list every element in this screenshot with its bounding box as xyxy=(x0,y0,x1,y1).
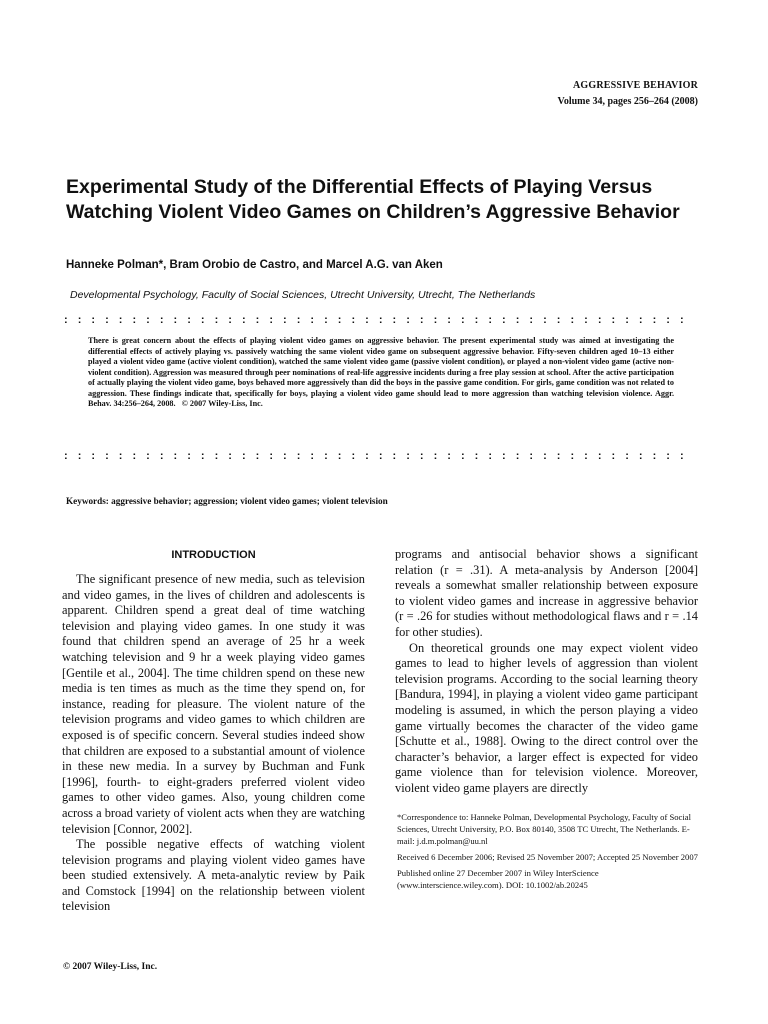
divider-dot: : xyxy=(597,450,602,462)
divider-dot: : xyxy=(337,314,342,326)
divider-dot: : xyxy=(556,450,561,462)
divider-dot: : xyxy=(679,314,684,326)
divider-dot: : xyxy=(173,450,178,462)
abstract-bottom-divider xyxy=(64,450,684,462)
divider-dot: : xyxy=(91,450,96,462)
abstract-top-divider xyxy=(64,314,684,326)
divider-dot: : xyxy=(173,314,178,326)
divider-dot: : xyxy=(187,314,191,326)
divider-dot: : xyxy=(666,314,670,326)
divider-dot: : xyxy=(228,450,232,462)
divider-dot: : xyxy=(228,314,232,326)
divider-dot: : xyxy=(515,450,520,462)
divider-dot: : xyxy=(64,314,68,326)
body-paragraph: The significant presence of new media, such as television and video games, in the lives of children and adolescents is apparent. Children spend a great deal of time watching television and playing video games. In one study it was found that children spend an average of 25 hr a week watching television and 9 hr a week playing video games [Gentile et al., 2004]. The time children spend on these new media is ten times as much as the time they spend on, for instance, reading for pleasure. The violent nature of the television programs and video games to which children are exposed is of specific concern. Several studies indeed show that children are exposed to a substantial amount of violence in these new media. In a survey by Buchman and Funk [1996], fourth- to eight-graders preferred violent video games to other video games. Also, young children come across a broad variety of violent acts when they are watching television [Connor, 2002]. xyxy=(62,572,365,836)
divider-dot: : xyxy=(378,450,383,462)
divider-dot: : xyxy=(556,314,561,326)
divider-dot: : xyxy=(406,450,410,462)
divider-dot: : xyxy=(200,314,205,326)
abstract-text: There is great concern about the effects of playing violent video games on aggressive behavior. The present experimental study was aimed at investigating the differential effects of actively playing vs. passively watching the same violent video game on subsequent aggressive behavior. Fifty-seven children aged 10–13 either played a violent video game (active violent condition), watched the same violent video game (passive violent condition), or played a non-violent video game (active non-violent condition). Aggression was measured through peer nominations of real-life aggressive incidents during a free play session at school. After the active participation of actually playing the violent video game, boys behaved more aggressively than did the boys in the passive game condition. For girls, game condition was not related to aggression. These findings indicate that, specifically for boys, playing a violent video game should lead to more aggression than watching television violence. Aggr. Behav. 34:256–264, 2008. xyxy=(88,336,674,408)
divider-dot: : xyxy=(214,450,219,462)
divider-dot: : xyxy=(584,314,588,326)
divider-dot: : xyxy=(214,314,219,326)
volume-pages: Volume 34, pages 256–264 (2008) xyxy=(557,96,698,107)
divider-dot: : xyxy=(611,450,616,462)
divider-dot: : xyxy=(146,450,150,462)
divider-dot: : xyxy=(269,314,273,326)
divider-dot: : xyxy=(638,314,643,326)
divider-dot: : xyxy=(529,450,534,462)
divider-dot: : xyxy=(378,314,383,326)
divider-dot: : xyxy=(625,314,629,326)
divider-dot: : xyxy=(310,314,315,326)
divider-dot: : xyxy=(447,314,451,326)
divider-dot: : xyxy=(105,450,109,462)
divider-dot: : xyxy=(200,450,205,462)
divider-dot: : xyxy=(406,314,410,326)
body-paragraph: programs and antisocial behavior shows a significant relation (r = .31). A meta-analysis by Anderson [2004] reveals a somewhat smaller relationship between exposure to violent video games and increase in aggressive behavior (r = .26 for studies without methodological flaws and r = .14 for other studies). xyxy=(395,547,698,639)
body-paragraph: On theoretical grounds one may expect violent video games to lead to higher levels of aggression than violent television programs. According to the social learning theory [Bandura, 1994], in playing a violent video game participant modeling is assumed, in which the person playing a video game virtually becomes the character of the video game [Schutte et al., 1988]. Owing to the direct control over the character’s behavior, a larger effect is expected for video game violence than for television violence. Moreover, violent video game players are directly xyxy=(395,640,698,795)
divider-dot: : xyxy=(132,450,137,462)
divider-dot: : xyxy=(652,450,657,462)
divider-dot: : xyxy=(324,450,328,462)
divider-dot: : xyxy=(64,450,68,462)
footnotes xyxy=(397,811,700,895)
publication-info: Published online 27 December 2007 in Wiley InterScience (www.interscience.wiley.com). DOI: 10.1002/ab.20245 xyxy=(397,868,599,890)
section-heading-introduction: INTRODUCTION xyxy=(171,549,256,561)
divider-dot: : xyxy=(419,450,424,462)
divider-dot: : xyxy=(365,314,369,326)
divider-dot: : xyxy=(351,314,356,326)
divider-dot: : xyxy=(105,314,109,326)
divider-dot: : xyxy=(118,450,123,462)
divider-dot: : xyxy=(652,314,657,326)
divider-dot: : xyxy=(625,450,629,462)
divider-dot: : xyxy=(132,314,137,326)
divider-dot: : xyxy=(419,314,424,326)
divider-dot: : xyxy=(241,314,246,326)
divider-dot: : xyxy=(392,314,397,326)
divider-dot: : xyxy=(502,314,506,326)
divider-dot: : xyxy=(159,450,164,462)
correspondence-note: *Correspondence to: Hanneke Polman, Developmental Psychology, Faculty of Social Sciences, Utrecht University, P.O. Box 80140, 3508 TC Utrecht, The Netherlands. E-mail: j.d.m.polman@uu.nl xyxy=(397,812,691,846)
divider-dot: : xyxy=(666,450,670,462)
divider-dot: : xyxy=(146,314,150,326)
article-title: Experimental Study of the Differential Effects of Playing Versus Watching Violent Video Games on Children’s Aggressive Behavior xyxy=(66,176,680,223)
divider-dot: : xyxy=(584,450,588,462)
body-paragraph: The possible negative effects of watching violent television programs and playing violent video games have been studied extensively. A meta-analytic review by Paik and Comstock [1994] on the relationship between violent television xyxy=(62,837,365,914)
divider-dot: : xyxy=(159,314,164,326)
divider-dot: : xyxy=(488,450,492,462)
abstract-copyright: © 2007 Wiley-Liss, Inc. xyxy=(181,399,263,408)
divider-dot: : xyxy=(296,314,301,326)
divider-dot: : xyxy=(597,314,602,326)
divider-dot: : xyxy=(187,450,191,462)
divider-dot: : xyxy=(310,450,315,462)
divider-dot: : xyxy=(337,450,342,462)
divider-dot: : xyxy=(460,450,465,462)
divider-dot: : xyxy=(488,314,492,326)
divider-dot: : xyxy=(392,450,397,462)
author-list: Hanneke Polman*, Bram Orobio de Castro, and Marcel A.G. van Aken xyxy=(66,259,443,271)
divider-dot: : xyxy=(91,314,96,326)
divider-dot: : xyxy=(638,450,643,462)
right-column xyxy=(395,547,698,797)
divider-dot: : xyxy=(283,450,287,462)
divider-dot: : xyxy=(255,314,260,326)
divider-dot: : xyxy=(460,314,465,326)
divider-dot: : xyxy=(296,450,301,462)
divider-dot: : xyxy=(515,314,520,326)
divider-dot: : xyxy=(269,450,273,462)
page-copyright: © 2007 Wiley-Liss, Inc. xyxy=(63,962,158,972)
left-column xyxy=(62,547,365,915)
keywords: Keywords: aggressive behavior; aggression; violent video games; violent television xyxy=(66,496,388,506)
received-dates: Received 6 December 2006; Revised 25 November 2007; Accepted 25 November 2007 xyxy=(397,852,698,862)
divider-dot: : xyxy=(474,314,479,326)
divider-dot: : xyxy=(529,314,534,326)
divider-dot: : xyxy=(679,450,684,462)
divider-dot: : xyxy=(365,450,369,462)
divider-dot: : xyxy=(611,314,616,326)
divider-dot: : xyxy=(283,314,287,326)
divider-dot: : xyxy=(77,314,82,326)
divider-dot: : xyxy=(447,450,451,462)
divider-dot: : xyxy=(502,450,506,462)
divider-dot: : xyxy=(433,314,438,326)
divider-dot: : xyxy=(255,450,260,462)
divider-dot: : xyxy=(77,450,82,462)
affiliation: Developmental Psychology, Faculty of Social Sciences, Utrecht University, Utrecht, The Netherlands xyxy=(70,289,536,301)
divider-dot: : xyxy=(543,314,547,326)
abstract xyxy=(88,336,674,410)
divider-dot: : xyxy=(241,450,246,462)
divider-dot: : xyxy=(324,314,328,326)
journal-name: AGGRESSIVE BEHAVIOR xyxy=(572,80,698,91)
divider-dot: : xyxy=(543,450,547,462)
divider-dot: : xyxy=(474,450,479,462)
divider-dot: : xyxy=(570,314,575,326)
divider-dot: : xyxy=(118,314,123,326)
divider-dot: : xyxy=(351,450,356,462)
divider-dot: : xyxy=(570,450,575,462)
divider-dot: : xyxy=(433,450,438,462)
